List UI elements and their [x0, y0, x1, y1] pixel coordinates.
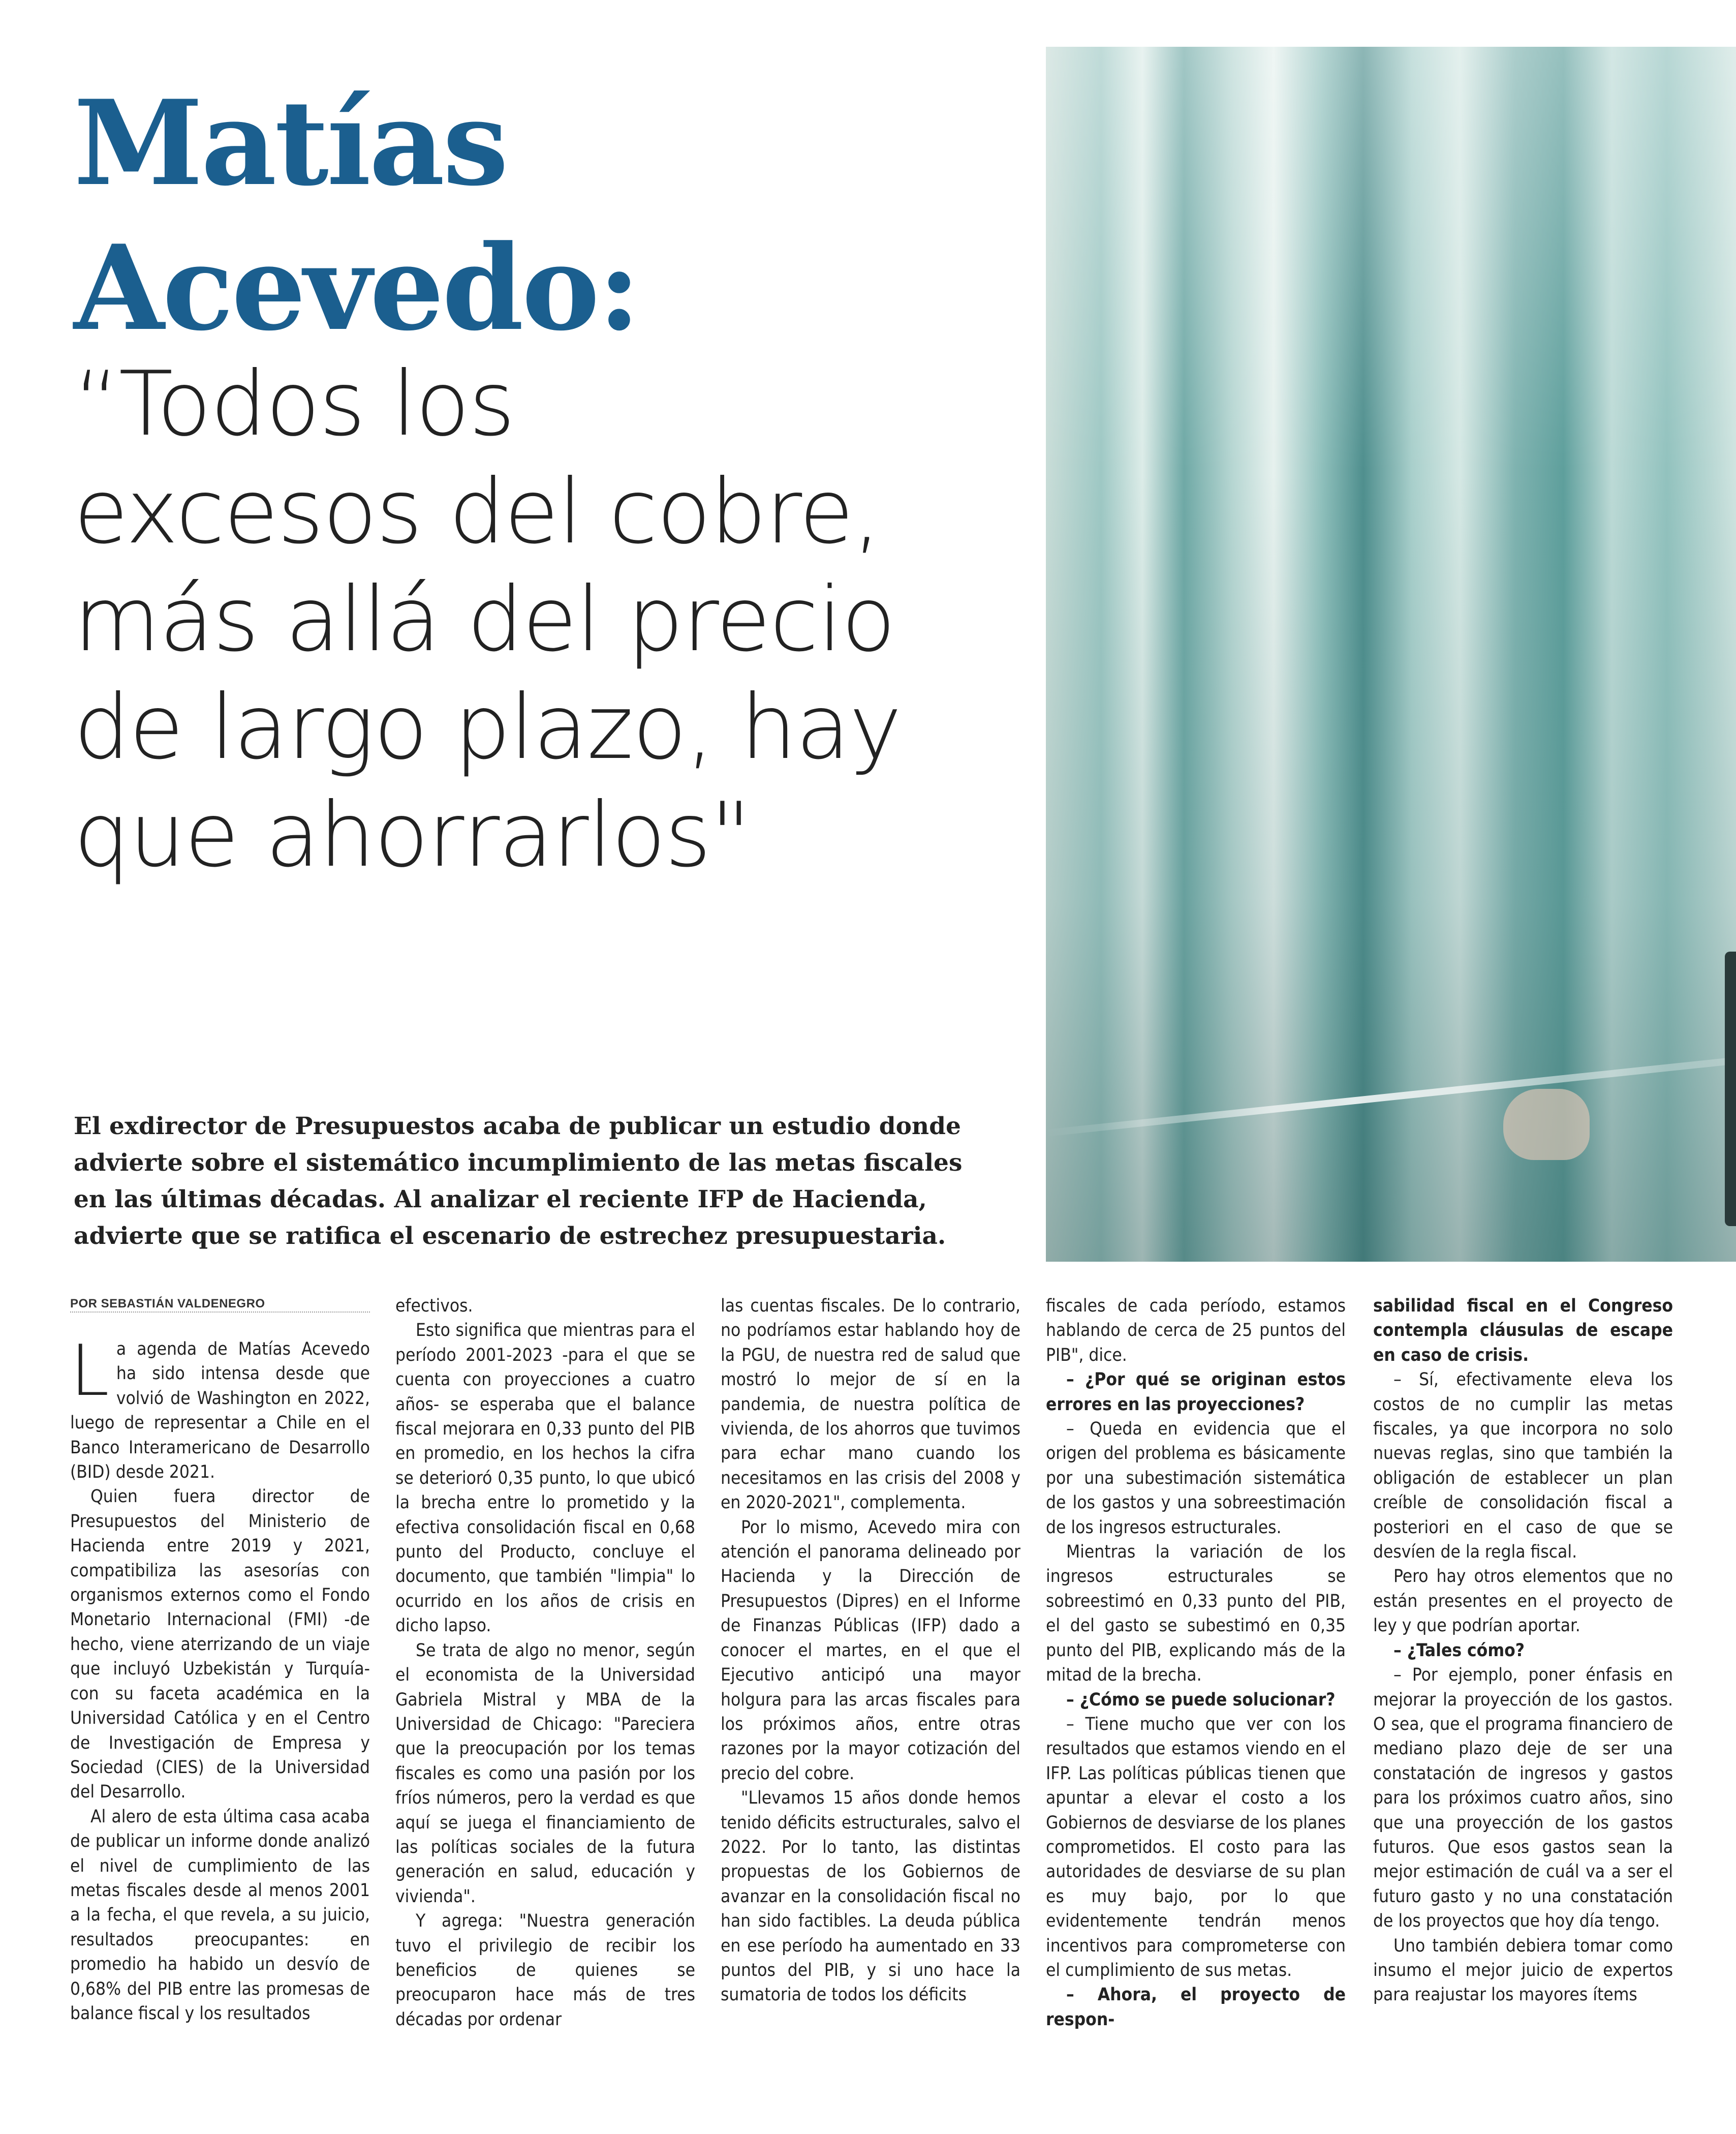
- body-paragraph: Y agrega: "Nuestra generación tuvo el privilegio de recibir los beneficios de quienes se preocuparon hace más de tres décadas por ordenar: [395, 1911, 695, 2030]
- body-paragraph: Quien fuera director de Presupuestos del Ministerio de Hacienda entre 2019 y 2021, compatibiliza las asesorías con organismos externos como el Fondo Monetario Internacional (FMI) -de hecho, viene aterrizando de un viaje que incluyó Uzbekistán y Turquía- con su faceta académica en la Universidad Católica y en el Centro de Investigación de Empresa y Sociedad (CIES) de la Universidad del Desarrollo.: [70, 1486, 370, 1803]
- body-paragraph: efectivos.: [395, 1296, 473, 1316]
- deck-line-1: El exdirector de Presupuestos acaba de publicar un estudio donde: [74, 1112, 961, 1140]
- quote-line-2: excesos del cobre,: [74, 461, 880, 564]
- interview-answer: – Tiene mucho que ver con los resultados que estamos viendo en el IFP. Las políticas públicas tienen que apuntar a elevar el costo a los Gobiernos de desviarse de los planes comprometidos. El costo para las autoridades de desviarse de su plan es muy bajo, por lo que evidentemente tendrán menos incentivos para comprometerse con el cumplimiento de sus metas.: [1046, 1714, 1346, 1980]
- body-column-5: [1373, 1294, 1673, 2097]
- body-paragraph: Uno también debiera tomar como insumo el mejor juicio de expertos para reajustar los mayores ítems: [1373, 1935, 1673, 2005]
- headline-line-2: Acevedo:: [74, 220, 639, 357]
- interview-question-continued: sabilidad fiscal en el Congreso contempla cláusulas de escape en caso de crisis.: [1373, 1296, 1673, 1365]
- portrait-photo: [1046, 47, 1736, 1262]
- byline: POR SEBASTIÁN VALDENEGRO: [70, 1297, 265, 1310]
- interview-question: – ¿Por qué se originan estos errores en las proyecciones?: [1046, 1369, 1346, 1415]
- interview-answer: – Sí, efectivamente eleva los costos de no cumplir las metas fiscales, ya que incorpora no solo nuevas reglas, sino que también la obligación de establecer un plan creíble de consolidación fiscal a posteriori en el caso de que se desvíen de la regla fiscal.: [1373, 1369, 1673, 1563]
- body-column-4: [1046, 1294, 1346, 2097]
- photo-figure-edge: [1725, 952, 1736, 1226]
- photo-hand: [1503, 1089, 1590, 1160]
- pull-quote-headline: [74, 351, 1039, 890]
- photo-light-overlay: [1046, 47, 1736, 1262]
- article-deck: [74, 1108, 963, 1255]
- paragraph-text: a agenda de Matías Acevedo ha sido intensa desde que volvió de Washington en 2022, luego de representar a Chile en el Banco Interamericano de Desarrollo (BID) desde 2021.: [70, 1339, 370, 1483]
- interview-question: – ¿Tales cómo?: [1393, 1640, 1525, 1661]
- byline-rule: [70, 1297, 370, 1313]
- headline-line-1: Matías: [74, 75, 507, 212]
- body-paragraph: Al alero de esta última casa acaba de publicar un informe donde analizó el nivel de cumplimiento de las metas fiscales desde al menos 2001 a la fecha, el que revela, a su juicio, resultados preocupantes: en promedio ha habido un desvío de 0,68% del PIB entre las promesas de balance fiscal y los resultados: [70, 1806, 370, 2024]
- body-paragraph: [70, 1330, 370, 1484]
- deck-line-4: advierte que se ratifica el escenario de estrechez presupuestaria.: [74, 1222, 946, 1250]
- body-paragraph: Pero hay otros elementos que no están presentes en el proyecto de ley y que podrían aportar.: [1373, 1566, 1673, 1636]
- quote-line-1: “Todos los: [74, 353, 514, 456]
- body-paragraph: Se trata de algo no menor, según el economista de la Universidad Gabriela Mistral y MBA de la Universidad de Chicago: "Pareciera que la preocupación por los temas fiscales es como una pasión por los fríos números, pero la verdad es que aquí se juega el financiamiento de las políticas sociales de la futura generación en salud, educación y vivienda".: [395, 1640, 695, 1907]
- body-paragraph: Esto significa que mientras para el período 2001-2023 -para el que se cuenta con proyecciones a cuatro años- se esperaba que el balance fiscal mejorara en 0,33 punto del PIB en promedio, en los hechos la cifra se deterioró 0,35 punto, lo que ubicó la brecha entre lo prometido y la efectiva consolidación fiscal en 0,68 punto del Producto, concluye el documento, que también "limpia" lo ocurrido en los años de crisis en dicho lapso.: [395, 1320, 695, 1636]
- interview-question: – Ahora, el proyecto de respon-: [1046, 1985, 1346, 2030]
- body-column-2: [395, 1294, 695, 2097]
- body-paragraph: Por lo mismo, Acevedo mira con atención el panorama delineado por Hacienda y la Dirección de Presupuestos (Dipres) en el Informe de Finanzas Públicas (IFP) dado a conocer el martes, en el que el Ejecutivo anticipó una mayor holgura para las arcas fiscales para los próximos años, entre otras razones por la mayor cotización del precio del cobre.: [721, 1517, 1020, 1784]
- deck-line-3: en las últimas décadas. Al analizar el reciente IFP de Hacienda,: [74, 1185, 927, 1213]
- body-column-1: [70, 1330, 370, 2099]
- body-paragraph: "Llevamos 15 años donde hemos tenido déficits estructurales, salvo el 2022. Por lo tanto, las distintas propuestas de los Gobiernos de avanzar en la consolidación fiscal no han sido factibles. La deuda pública en ese período ha aumentado en 33 puntos del PIB, y si uno hace la sumatoria de todos los déficits: [721, 1788, 1020, 2005]
- interview-question: – ¿Cómo se puede solucionar?: [1066, 1689, 1336, 1710]
- body-column-3: [721, 1294, 1020, 2097]
- interview-answer: – Por ejemplo, poner énfasis en mejorar la proyección de los gastos. O sea, que el programa financiero de mediano plazo deje de ser una constatación de ingresos y gastos para los próximos cuatro años, sino que una proyección de los gastos futuros. Que esos gastos sean la mejor estimación de cuál va a ser el futuro gasto y no una constatación de los proyectos que hoy día tengo.: [1373, 1665, 1673, 1932]
- body-paragraph: fiscales de cada período, estamos hablando de cerca de 25 puntos del PIB", dice.: [1046, 1296, 1346, 1365]
- quote-line-3: más allá del precio: [74, 568, 895, 672]
- drop-cap: L: [70, 1330, 109, 1412]
- body-paragraph: las cuentas fiscales. De lo contrario, no podríamos estar hablando hoy de la PGU, de nuestra red de salud que mostró lo mejor de sí en la pandemia, de nuestra política de vivienda, de los ahorros que tuvimos para echar mano cuando los necesitamos en las crisis del 2008 y en 2020-2021", complementa.: [721, 1296, 1020, 1513]
- quote-line-4: de largo plazo, hay: [74, 676, 901, 779]
- interview-answer: – Queda en evidencia que el origen del problema es básicamente por una subestimación sistemática de los gastos y una sobreestimación de los ingresos estructurales.: [1046, 1419, 1346, 1538]
- headline: [74, 71, 1039, 361]
- body-paragraph: Mientras la variación de los ingresos estructurales se sobreestimó en 0,33 punto del PIB, el del gasto se subestimó en 0,35 punto del PIB, explicando más de la mitad de la brecha.: [1046, 1542, 1346, 1686]
- deck-line-2: advierte sobre el sistemático incumplimiento de las metas fiscales: [74, 1149, 963, 1177]
- quote-line-5: que ahorrarlos": [74, 784, 750, 887]
